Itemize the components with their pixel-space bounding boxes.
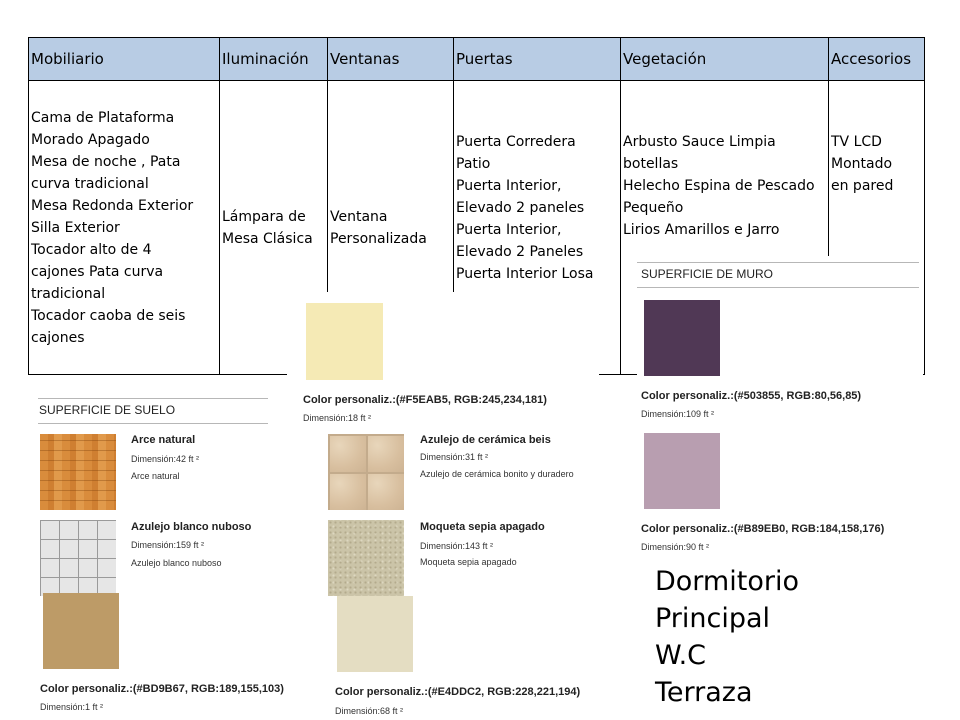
center-item-name: Azulejo de cerámica beis [420, 434, 551, 446]
wall-color-dimension: Dimensión:90 ft ² [641, 542, 710, 552]
floor-item-dimension: Dimensión:42 ft ² [131, 454, 200, 464]
center-item-name: Moqueta sepia apagado [420, 521, 545, 533]
room-name: Principal [655, 603, 771, 634]
mauve-color-swatch [644, 433, 720, 509]
wall-color-label: Color personaliz.:(#B89EB0, RGB:184,158,176) [641, 523, 885, 535]
center-surface-panel [287, 292, 599, 720]
wall-title-top-line [637, 262, 919, 263]
floor-item-description: Azulejo blanco nuboso [131, 558, 222, 568]
center-color-label: Color personaliz.:(#F5EAB5, RGB:245,234,181) [303, 394, 547, 406]
header-accesorios: Accesorios [829, 38, 925, 81]
wall-surface-panel [637, 256, 923, 556]
floor-color-dimension: Dimensión:1 ft ² [40, 702, 104, 712]
floor-title-bottom-line [38, 423, 268, 424]
beige-ceramic-tile-swatch [328, 434, 404, 510]
floor-color-label: Color personaliz.:(#BD9B67, RGB:189,155,103) [40, 683, 284, 695]
cell-mobiliario: Cama de Plataforma Morado Apagado Mesa de noche , Pata curva tradicional Mesa Redonda Exterior Silla Exterior Tocador alto de 4 cajones Pata curva tradicional Tocador caoba de seis cajones [29, 81, 220, 375]
wall-color-dimension: Dimensión:109 ft ² [641, 409, 715, 419]
center-item-description: Moqueta sepia apagado [420, 557, 517, 567]
room-list [655, 563, 799, 711]
cell-vegetacion: Arbusto Sauce Limpia botellas Helecho Espina de Pescado Pequeño Lirios Amarillos e Jarro [621, 81, 829, 375]
cell-accesorios: TV LCD Montado en pared [829, 81, 925, 375]
center-color-dimension: Dimensión:68 ft ² [335, 706, 404, 716]
cell-ventanas: Ventana Personalizada [328, 81, 454, 375]
center-color-dimension: Dimensión:18 ft ² [303, 413, 372, 423]
cream-color-swatch [306, 303, 383, 380]
floor-item-name: Azulejo blanco nuboso [131, 521, 252, 533]
center-item-dimension: Dimensión:31 ft ² [420, 452, 489, 462]
wall-color-label: Color personaliz.:(#503855, RGB:80,56,85) [641, 390, 862, 402]
cloudy-white-tile-swatch [40, 520, 116, 596]
dark-purple-color-swatch [644, 300, 720, 376]
floor-surface-panel [30, 378, 292, 720]
center-item-description: Azulejo de cerámica bonito y duradero [420, 469, 574, 479]
center-color-label: Color personaliz.:(#E4DDC2, RGB:228,221,194) [335, 686, 581, 698]
header-mobiliario: Mobiliario [29, 38, 220, 81]
floor-title-top-line [38, 398, 268, 399]
table-header-row [29, 38, 925, 81]
light-beige-color-swatch [337, 596, 413, 672]
cell-puertas: Puerta Corredera Patio Puerta Interior, Elevado 2 paneles Puerta Interior, Elevado 2 Paneles Puerta Interior Losa [454, 81, 621, 375]
floor-section-title: SUPERFICIE DE SUELO [39, 403, 176, 417]
cell-iluminacion: Lámpara de Mesa Clásica [220, 81, 328, 375]
wall-section-title: SUPERFICIE DE MURO [641, 267, 774, 281]
header-puertas: Puertas [454, 38, 621, 81]
wall-title-bottom-line [637, 287, 919, 288]
room-name: Terraza [655, 677, 753, 708]
tan-color-swatch [43, 593, 119, 669]
header-vegetacion: Vegetación [621, 38, 829, 81]
maple-wood-swatch [40, 434, 116, 510]
room-name: W.C [655, 640, 707, 671]
sepia-carpet-swatch [328, 520, 404, 596]
header-ventanas: Ventanas [328, 38, 454, 81]
floor-item-description: Arce natural [131, 471, 180, 481]
floor-item-name: Arce natural [131, 434, 196, 446]
center-item-dimension: Dimensión:143 ft ² [420, 541, 494, 551]
header-iluminacion: Iluminación [220, 38, 328, 81]
room-name: Dormitorio [655, 566, 799, 597]
floor-item-dimension: Dimensión:159 ft ² [131, 540, 205, 550]
